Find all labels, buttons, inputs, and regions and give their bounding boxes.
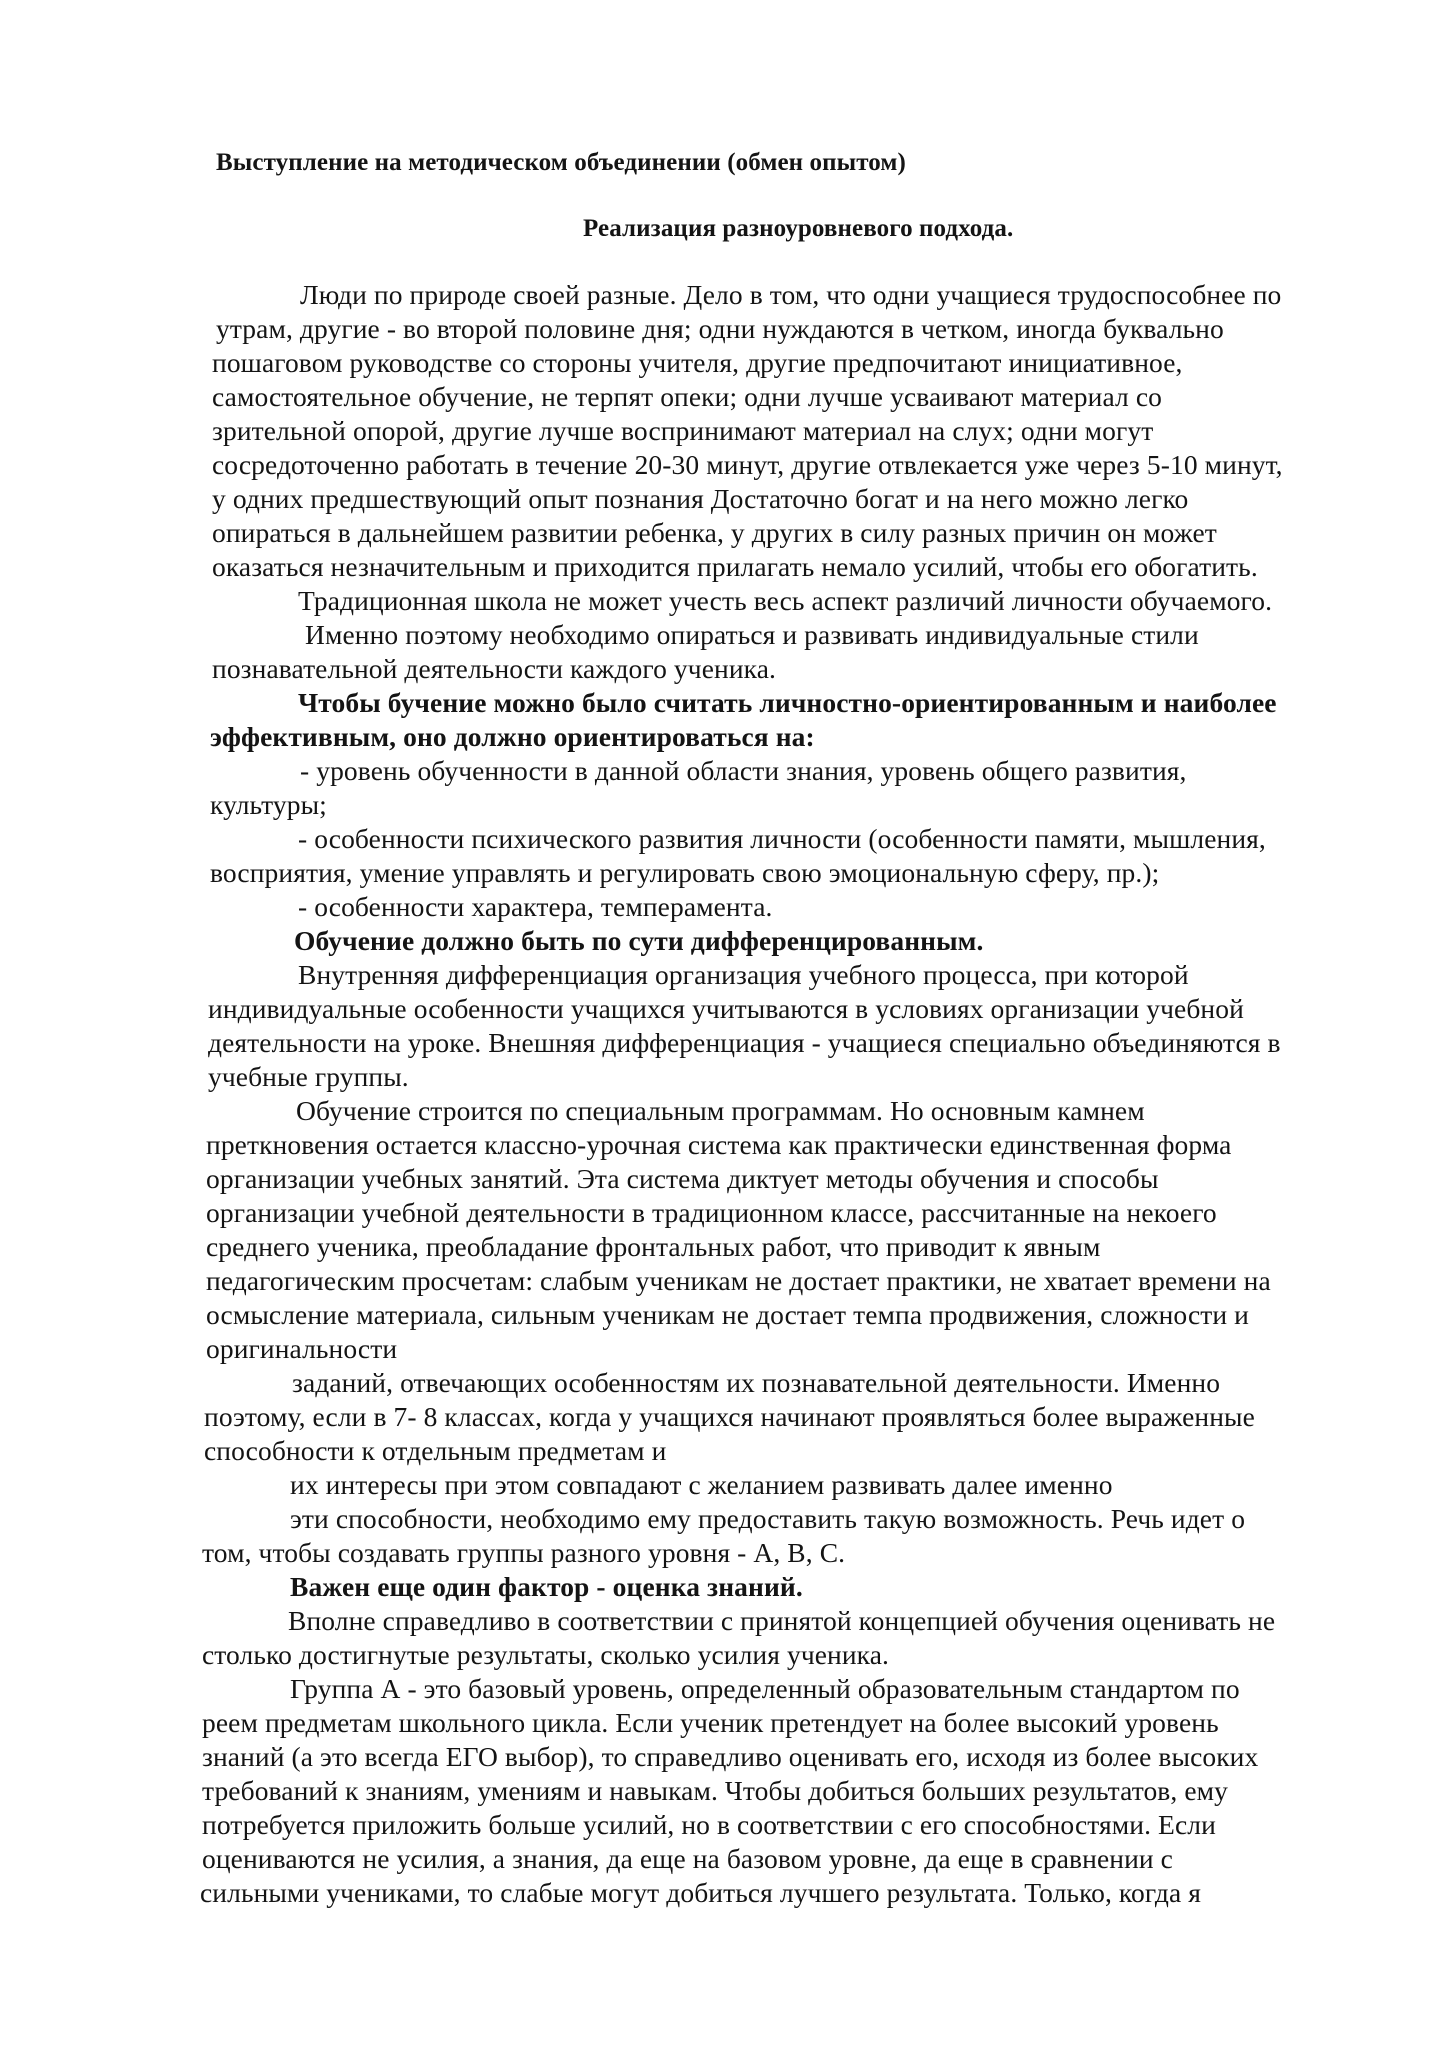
document-heading: Выступление на методическом объединении (обмен опытом) — [216, 149, 906, 176]
paragraph-line: пошаговом руководстве со стороны учителя, другие предпочитают инициативное, — [212, 347, 1183, 378]
paragraph-line: опираться в дальнейшем развитии ребенка, у других в силу разных причин он может — [212, 517, 1217, 548]
paragraph-line: их интересы при этом совпадают с желанием развивать далее именно — [290, 1469, 1113, 1500]
list-item-line: культуры; — [210, 789, 327, 820]
paragraph-line-bold: Обучение должно быть по сути дифференцированным. — [294, 925, 984, 956]
paragraph-line: том, чтобы создавать группы разного уровня - А, В, С. — [202, 1537, 846, 1568]
paragraph-line: столько достигнутые результаты, сколько усилия ученика. — [202, 1639, 890, 1670]
paragraph-line-bold: Чтобы бучение можно было считать личностно-ориентированным и наиболее — [298, 687, 1277, 718]
list-item-line: - особенности характера, темперамента. — [298, 891, 773, 922]
paragraph-line: познавательной деятельности каждого ученика. — [212, 653, 776, 684]
paragraph-line: способности к отдельным предметам и — [204, 1435, 667, 1466]
paragraph-line: организации учебных занятий. Эта система диктует методы обучения и способы — [206, 1163, 1159, 1194]
paragraph-line: Группа А - это базовый уровень, определенный образовательным стандартом по — [290, 1673, 1240, 1704]
paragraph-line: педагогическим просчетам: слабым ученикам не достает практики, не хватает времени на — [206, 1265, 1271, 1296]
paragraph-line: оказаться незначительным и приходится прилагать немало усилий, чтобы его обогатить. — [212, 551, 1258, 582]
paragraph-line: у одних предшествующий опыт познания Достаточно богат и на него можно легко — [212, 483, 1189, 514]
paragraph-line: требований к знаниям, умениям и навыкам. Чтобы добиться больших результатов, ему — [202, 1775, 1228, 1806]
paragraph-line: знаний (а это всегда ЕГО выбор), то справедливо оценивать его, исходя из более высоких — [202, 1741, 1259, 1772]
paragraph-line: Внутренняя дифференциация организация учебного процесса, при которой — [298, 959, 1189, 990]
paragraph-line: Традиционная школа не может учесть весь аспект различий личности обучаемого. — [298, 585, 1273, 616]
paragraph-line: Именно поэтому необходимо опираться и развивать индивидуальные стили — [305, 619, 1199, 650]
paragraph-line: самостоятельное обучение, не терпят опеки; одни лучше усваивают материал со — [212, 381, 1162, 412]
paragraph-line: преткновения остается классно-урочная система как практически единственная форма — [206, 1129, 1232, 1160]
list-item-line: - особенности психического развития личности (особенности памяти, мышления, — [298, 823, 1266, 854]
paragraph-line: среднего ученика, преобладание фронтальных работ, что приводит к явным — [206, 1231, 1101, 1262]
paragraph-line: учебные группы. — [208, 1061, 409, 1092]
paragraph-line: Люди по природе своей разные. Дело в том, что одни учащиеся трудоспособнее по — [300, 279, 1282, 310]
paragraph-line-bold: эффективным, оно должно ориентироваться на: — [210, 721, 815, 752]
document-subheading: Реализация разноуровневого подхода. — [583, 215, 1014, 242]
list-item-line: восприятия, умение управлять и регулировать свою эмоциональную сферу, пр.); — [210, 857, 1160, 888]
paragraph-line: индивидуальные особенности учащихся учитываются в условиях организации учебной — [208, 993, 1244, 1024]
paragraph-line: зрительной опорой, другие лучше воспринимают материал на слух; одни могут — [212, 415, 1154, 446]
paragraph-line: Вполне справедливо в соответствии с принятой концепцией обучения оценивать не — [288, 1605, 1276, 1636]
paragraph-line: оцениваются не усилия, а знания, да еще на базовом уровне, да еще в сравнении с — [202, 1843, 1173, 1874]
paragraph-line: Обучение строится по специальным программам. Но основным камнем — [296, 1095, 1145, 1126]
paragraph-line: потребуется приложить больше усилий, но в соответствии с его способностями. Если — [202, 1809, 1216, 1840]
list-item-line: - уровень обученности в данной области знания, уровень общего развития, — [300, 755, 1187, 786]
paragraph-line: заданий, отвечающих особенностям их познавательной деятельности. Именно — [292, 1367, 1221, 1398]
paragraph-line: сосредоточенно работать в течение 20-30 минут, другие отвлекается уже через 5-10 минут, — [212, 449, 1283, 480]
paragraph-line: поэтому, если в 7- 8 классах, когда у учащихся начинают проявляться более выраженные — [204, 1401, 1255, 1432]
paragraph-line: организации учебной деятельности в традиционном классе, рассчитанные на некоего — [206, 1197, 1217, 1228]
paragraph-line: утрам, другие - во второй половине дня; одни нуждаются в четком, иногда буквально — [216, 313, 1224, 344]
paragraph-line: реем предметам школьного цикла. Если ученик претендует на более высокий уровень — [202, 1707, 1219, 1738]
paragraph-line-bold: Важен еще один фактор - оценка знаний. — [290, 1571, 803, 1602]
paragraph-line: осмысление материала, сильным ученикам не достает темпа продвижения, сложности и — [206, 1299, 1249, 1330]
paragraph-line: оригинальности — [206, 1333, 398, 1364]
paragraph-line: деятельности на уроке. Внешняя дифференциация - учащиеся специально объединяются в — [208, 1027, 1281, 1058]
paragraph-line: эти способности, необходимо ему предоставить такую возможность. Речь идет о — [290, 1503, 1246, 1534]
paragraph-line: сильными учениками, то слабые могут добиться лучшего результата. Только, когда я — [200, 1877, 1201, 1908]
